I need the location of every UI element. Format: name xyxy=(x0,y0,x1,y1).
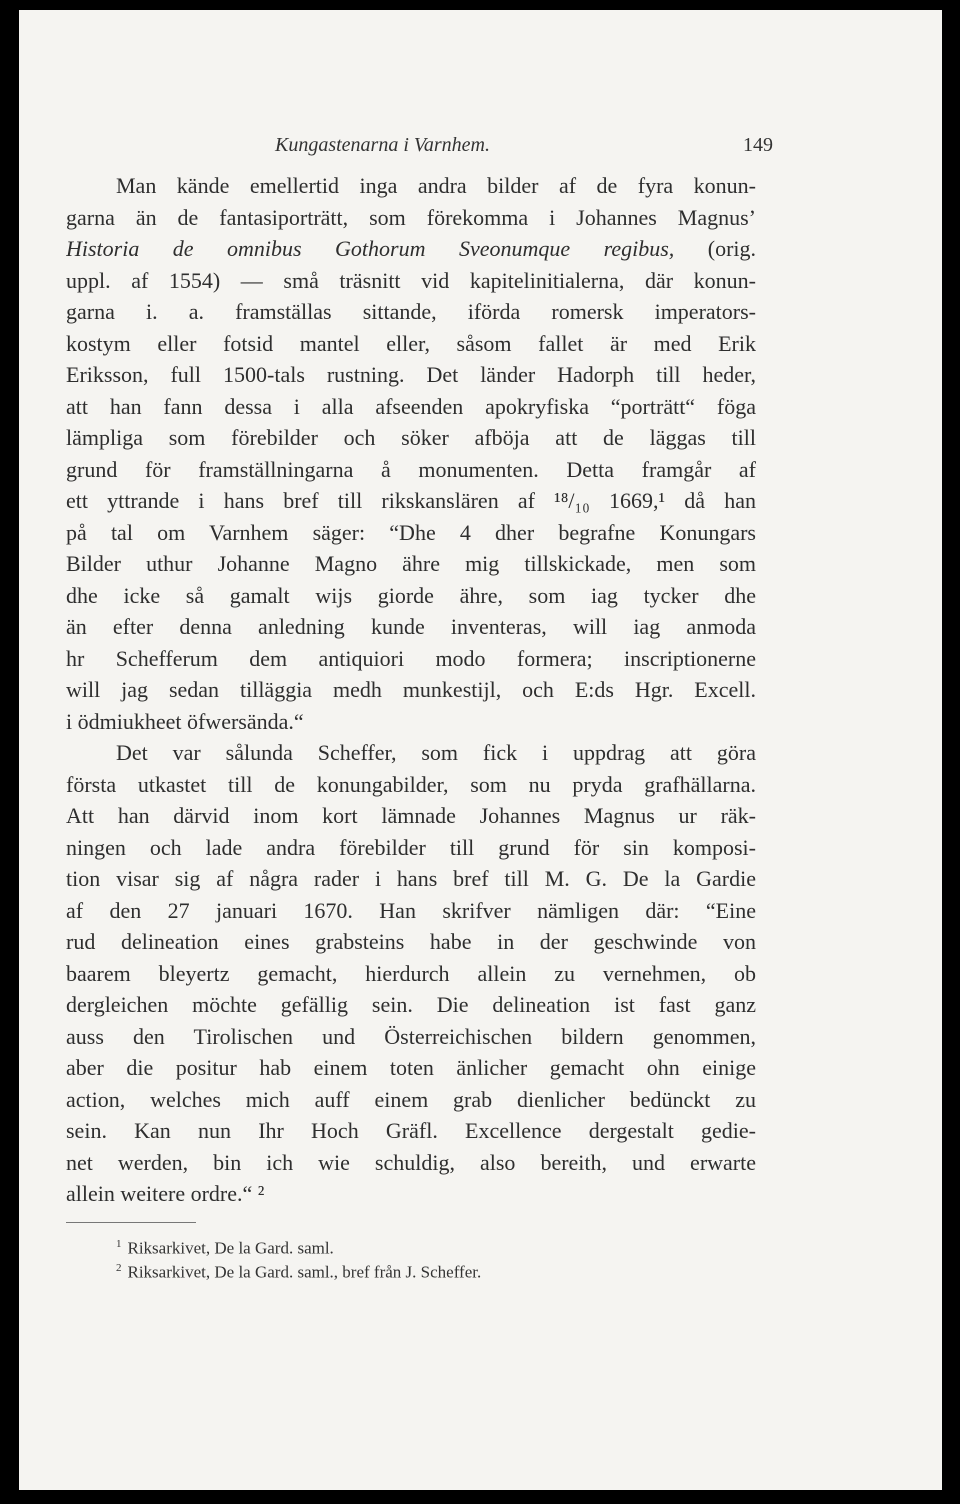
text-line: baarem bleyertz gemacht, hierdurch allein zu vernehmen, ob xyxy=(66,960,756,986)
text-line: dhe icke så gamalt wijs giorde ähre, som iag tycker dhe xyxy=(66,582,756,608)
text-line: uppl. af 1554) — små träsnitt vid kapitelinitialerna, där konun- xyxy=(66,267,756,293)
footnote-text: Riksarkivet, De la Gard. saml. xyxy=(127,1238,334,1258)
text-line: af den 27 januari 1670. Han skrifver nämligen där: “Eine xyxy=(66,897,756,923)
footnote-number: 1 xyxy=(116,1238,122,1250)
page-number: 149 xyxy=(743,134,773,156)
text-line: kostym eller fotsid mantel eller, såsom fallet är med Erik xyxy=(66,330,756,356)
text-line: Att han därvid inom kort lämnade Johannes Magnus ur räk- xyxy=(66,803,756,828)
text-line: will jag sedan tilläggia medh munkestijl, och E:ds Hgr. Excell. xyxy=(66,677,756,702)
text-line: Man kände emellertid inga andra bilder af de fyra konun- xyxy=(116,173,756,198)
text-line: rud delineation eines grabsteins habe in der geschwinde von xyxy=(66,929,756,954)
text-line: garna i. a. framställas sittande, iförda romersk imperators- xyxy=(66,299,756,324)
text-line: dergleichen möchte gefällig sein. Die delineation ist fast ganz xyxy=(66,992,756,1017)
footnote-number: 2 xyxy=(116,1262,122,1274)
footnote-text: Riksarkivet, De la Gard. saml., bref från J. Scheffer. xyxy=(127,1262,482,1282)
text-line: allein weitere ordre.“ ² xyxy=(66,1181,265,1206)
text-line: hr Schefferum dem antiquiori modo formera; inscriptionerne xyxy=(66,645,756,671)
text-line: net werden, bin ich wie schuldig, also bereith, und erwarte xyxy=(66,1149,756,1175)
text-line: lämpliga som förebilder och söker afböja att de läggas till xyxy=(66,425,756,450)
running-head: Kungastenarna i Varnhem. xyxy=(275,134,490,156)
text-line: garna än de fantasiporträtt, som förekomma i Johannes Magnus’ xyxy=(66,204,756,230)
text-line: aber die positur hab einem toten änlicher gemacht ohn einige xyxy=(66,1055,756,1080)
text-line: på tal om Varnhem säger: “Dhe 4 dher begrafne Konungars xyxy=(66,519,756,545)
text-line: ett yttrande i hans bref till rikskanslären af ¹⁸/₁₀ 1669,¹ då han xyxy=(66,488,756,513)
text-line: action, welches mich auff einem grab dienlicher bedünckt zu xyxy=(66,1086,756,1112)
text-line: Eriksson, full 1500-tals rustning. Det länder Hadorph till heder, xyxy=(66,362,756,387)
text-line: Historia de omnibus Gothorum Sveonumque regibus, (orig. xyxy=(66,236,756,261)
text-line: Bilder uthur Johanne Magno ähre mig tillskickade, men som xyxy=(66,551,756,576)
text-line: första utkastet till de konungabilder, som nu pryda grafhällarna. xyxy=(66,771,756,797)
text-line: i ödmiukheet öfwersända.“ xyxy=(66,708,304,734)
footnote xyxy=(116,1232,756,1256)
footnote xyxy=(116,1256,756,1280)
text-line: sein. Kan nun Ihr Hoch Gräfl. Excellence dergestalt gedie- xyxy=(66,1118,756,1143)
text-line: Det var sålunda Scheffer, som fick i uppdrag att göra xyxy=(116,740,756,765)
footnote-rule xyxy=(66,1222,196,1223)
text-line: tion visar sig af några rader i hans bref till M. G. De la Gardie xyxy=(66,866,756,891)
text-line: att han fann dessa i alla afseenden apokryfiska “porträtt“ föga xyxy=(66,393,756,419)
body-text xyxy=(66,170,756,1210)
page-header xyxy=(85,130,775,170)
text-line: ningen och lade andra förebilder till grund för sin komposi- xyxy=(66,834,756,860)
text-line: än efter denna anledning kunde inventeras, will iag anmoda xyxy=(66,614,756,639)
book-title: Historia de omnibus Gothorum Sveonumque regibus, xyxy=(66,236,675,261)
footnotes xyxy=(116,1232,756,1280)
text-line: grund för framställningarna å monumenten. Detta framgår af xyxy=(66,456,756,482)
text-line: auss den Tirolischen und Österreichischen bildern genommen, xyxy=(66,1023,756,1049)
